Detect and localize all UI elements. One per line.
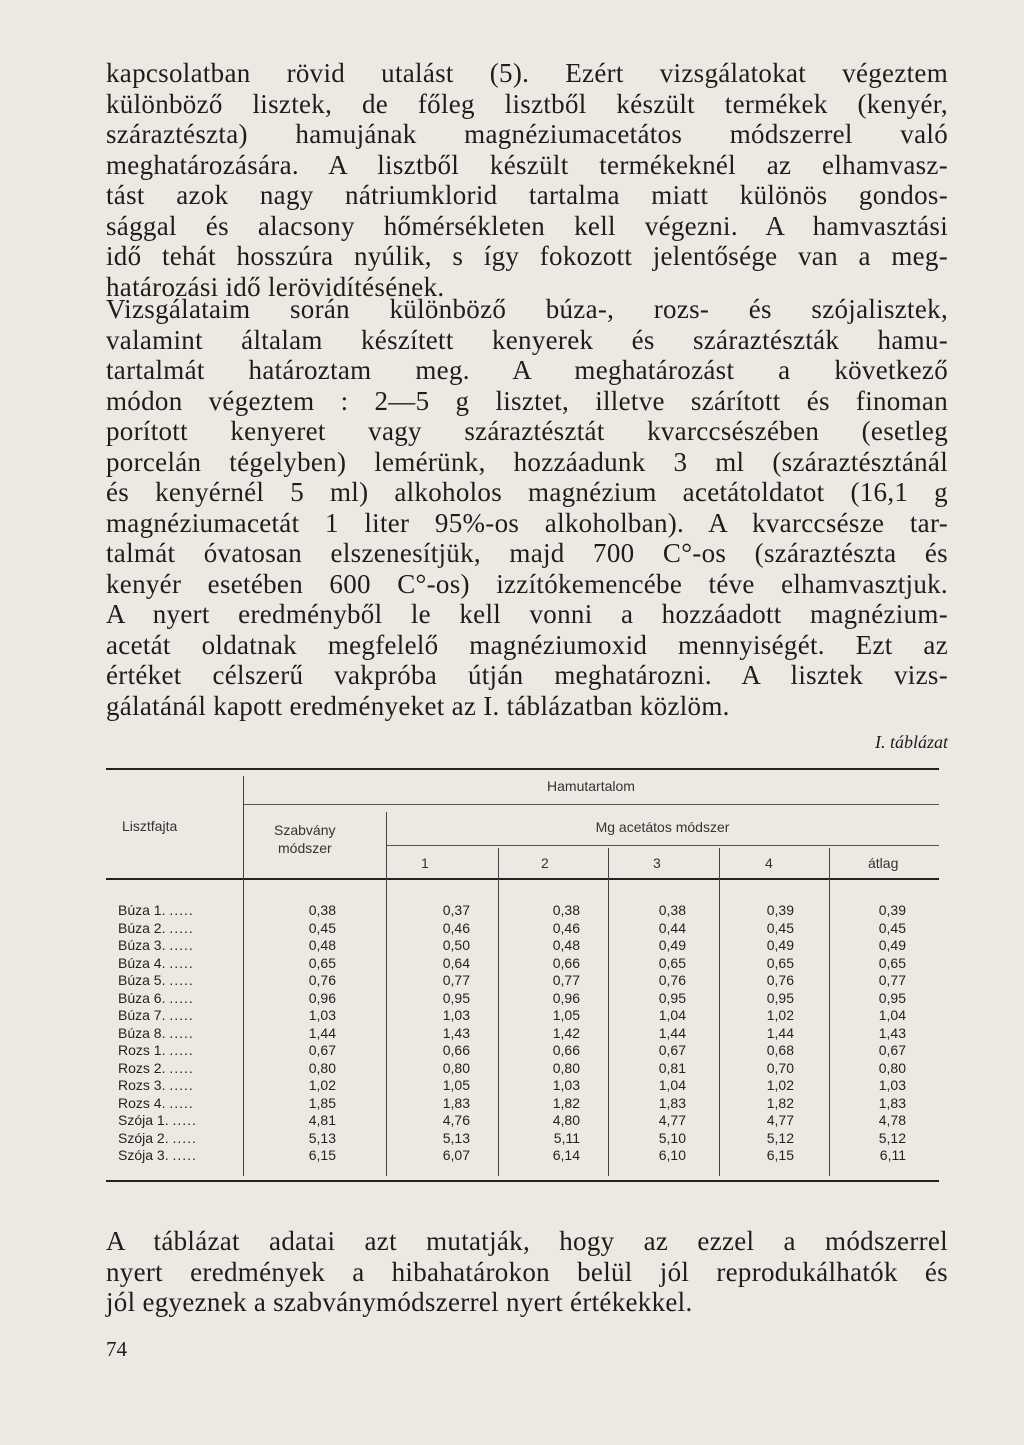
flour-type-cell [118, 902, 238, 920]
flour-type-cell [118, 1007, 238, 1025]
value-cell-v1: 5,13 [442, 1129, 470, 1146]
header-flour-type: Lisztfajta [122, 818, 178, 834]
value-cell-v4: 0,68 [766, 1042, 794, 1058]
paragraph-intro [106, 58, 948, 302]
text-line: különböző lisztek, de főleg lisztből készült termékek (kenyér, [106, 88, 948, 119]
value-cell-avg: 1,03 [878, 1077, 906, 1093]
table-row [106, 1025, 939, 1043]
table-row [106, 1130, 939, 1148]
header-mg-acetate-method: Mg acetátos módszer [595, 819, 730, 835]
value-cell-v4: 0,45 [766, 919, 794, 936]
value-cell-v2: 1,05 [552, 1007, 580, 1023]
value-cell-avg: 4,78 [878, 1112, 906, 1128]
table-row [106, 1042, 939, 1060]
value-cell-v2: 0,96 [552, 989, 580, 1006]
header-col-4: 4 [765, 855, 773, 871]
flour-type-cell [118, 937, 238, 955]
value-cell-v1: 0,77 [442, 972, 470, 988]
text-line: tartalmát határoztam meg. A meghatározást a következő [106, 355, 948, 385]
value-cell-v4: 1,02 [766, 1007, 794, 1023]
table-row [106, 1060, 939, 1078]
leader-dots: ..... [172, 1147, 197, 1163]
flour-type-label: Búza 6. [118, 989, 166, 1006]
header-col-average: átlag [868, 855, 899, 871]
text-line: kapcsolatban rövid utalást (5). Ezért vizsgálatokat végeztem [106, 58, 948, 88]
value-cell-v3: 4,77 [658, 1112, 686, 1128]
text-line: A táblázat adatai azt mutatják, hogy az ezzel a módszerrel [106, 1226, 948, 1256]
value-cell-v3: 0,65 [658, 954, 686, 971]
value-cell-v2: 1,03 [552, 1077, 580, 1093]
value-cell-avg: 6,11 [879, 1147, 906, 1163]
flour-type-cell [118, 1112, 238, 1130]
value-cell-v1: 4,76 [442, 1112, 470, 1128]
value-cell-v1: 0,50 [442, 937, 470, 953]
value-cell-v4: 5,12 [766, 1129, 794, 1146]
leader-dots: ..... [169, 989, 194, 1006]
value-cell-v4: 4,77 [766, 1112, 794, 1128]
table-row [106, 920, 939, 938]
flour-type-cell [118, 1077, 238, 1095]
value-cell-avg: 0,95 [878, 989, 906, 1006]
paragraph-conclusion [106, 1226, 948, 1318]
flour-type-cell [118, 990, 238, 1008]
value-cell-v4: 0,39 [766, 902, 794, 918]
flour-type-label: Búza 3. [118, 937, 166, 953]
flour-type-label: Rozs 1. [118, 1042, 166, 1058]
flour-type-cell [118, 920, 238, 938]
value-cell-v3: 0,44 [658, 919, 686, 936]
table-row [106, 1112, 939, 1130]
flour-type-label: Rozs 4. [118, 1094, 166, 1111]
value-cell-v2: 1,82 [552, 1094, 580, 1111]
value-cell-std: 0,48 [308, 937, 336, 953]
value-cell-std: 0,96 [308, 989, 336, 1006]
table-row [106, 1095, 939, 1113]
text-line: és kenyérnél 5 ml) alkoholos magnézium acetátoldatot (16,1 g [106, 477, 948, 507]
leader-dots: ..... [169, 1007, 194, 1023]
leader-dots: ..... [169, 1042, 194, 1058]
value-cell-v3: 0,49 [658, 937, 686, 953]
leader-dots: ..... [169, 902, 194, 918]
text-line: magnéziumacetát 1 liter 95%-os alkoholban). A kvarccsésze tar- [106, 507, 948, 538]
value-cell-v3: 0,76 [658, 972, 686, 988]
leader-dots: ..... [169, 919, 194, 936]
value-cell-v3: 1,04 [658, 1077, 686, 1093]
flour-type-cell [118, 1025, 238, 1043]
value-cell-v2: 0,77 [552, 972, 580, 988]
value-cell-avg: 0,67 [878, 1042, 906, 1058]
value-cell-v2: 0,38 [552, 902, 580, 918]
leader-dots: ..... [169, 954, 194, 971]
value-cell-v2: 0,48 [552, 937, 580, 953]
value-cell-std: 1,44 [308, 1024, 336, 1041]
flour-type-label: Rozs 3. [118, 1077, 166, 1093]
value-cell-avg: 1,04 [878, 1007, 906, 1023]
value-cell-v2: 0,46 [552, 919, 580, 936]
value-cell-v1: 1,05 [442, 1077, 470, 1093]
value-cell-v4: 0,95 [766, 989, 794, 1006]
value-cell-v3: 0,95 [658, 989, 686, 1006]
table-row [106, 1077, 939, 1095]
flour-type-label: Búza 2. [118, 919, 166, 936]
table-body [106, 902, 939, 1165]
value-cell-std: 5,13 [308, 1129, 336, 1146]
flour-type-label: Búza 7. [118, 1007, 166, 1023]
text-line: talmát óvatosan elszenesítjük, majd 700 C°-os (száraztészta és [106, 538, 948, 568]
value-cell-v1: 0,64 [442, 954, 470, 971]
text-line: nyert eredmények a hibahatárokon belül jól reprodukálhatók és [106, 1256, 948, 1287]
value-cell-v2: 0,66 [552, 1042, 580, 1058]
flour-type-label: Szója 1. [118, 1112, 169, 1128]
flour-type-cell [118, 1130, 238, 1148]
value-cell-v4: 1,82 [766, 1094, 794, 1111]
text-line: acetát oldatnak megfelelő magnéziumoxid mennyiségét. Ezt az [106, 629, 948, 660]
value-cell-v1: 0,37 [442, 902, 470, 918]
value-cell-std: 1,85 [308, 1094, 336, 1111]
text-line: Vizsgálataim során különböző búza-, rozs- és szójalisztek, [106, 294, 948, 324]
value-cell-v1: 1,83 [442, 1094, 470, 1111]
leader-dots: ..... [169, 1077, 194, 1093]
text-line: száraztészta) hamujának magnéziumacetátos módszerrel való [106, 119, 948, 149]
table-row [106, 955, 939, 973]
flour-type-cell [118, 1147, 238, 1165]
value-cell-v1: 0,80 [442, 1059, 470, 1076]
text-line: sággal és alacsony hőmérsékleten kell végezni. A hamvasztási [106, 210, 948, 241]
value-cell-v3: 1,83 [658, 1094, 686, 1111]
flour-type-label: Rozs 2. [118, 1059, 166, 1076]
text-line: valamint általam készített kenyerek és száraztészták hamu- [106, 324, 948, 355]
text-line: A nyert eredményből le kell vonni a hozzáadott magnézium- [106, 599, 948, 629]
text-line: meghatározására. A lisztből készült termékeknél az elhamvasz- [106, 149, 948, 180]
flour-type-cell [118, 1042, 238, 1060]
value-cell-std: 0,80 [308, 1059, 336, 1076]
value-cell-v4: 0,49 [766, 937, 794, 953]
text-line: tást azok nagy nátriumklorid tartalma miatt különös gondos- [106, 180, 948, 210]
value-cell-std: 4,81 [308, 1112, 336, 1128]
value-cell-avg: 0,80 [878, 1059, 906, 1076]
leader-dots: ..... [169, 972, 194, 988]
value-cell-std: 0,38 [308, 902, 336, 918]
text-line: gálatánál kapott eredményeket az I. táblázatban közlöm. [106, 690, 730, 721]
table-caption: I. táblázat [874, 732, 948, 752]
value-cell-v2: 0,66 [552, 954, 580, 971]
table-row [106, 972, 939, 990]
value-cell-v1: 1,03 [442, 1007, 470, 1023]
text-line: porított kenyeret vagy száraztésztát kvarccsészében (esetleg [106, 416, 948, 446]
value-cell-v3: 1,04 [658, 1007, 686, 1023]
table-row [106, 902, 939, 920]
value-cell-std: 1,02 [308, 1077, 336, 1093]
table-row [106, 990, 939, 1008]
value-cell-v4: 0,76 [766, 972, 794, 988]
value-cell-v3: 5,10 [658, 1129, 686, 1146]
flour-type-label: Szója 2. [118, 1129, 169, 1146]
ash-content-table [106, 768, 939, 1182]
value-cell-avg: 0,65 [878, 954, 906, 971]
value-cell-avg: 0,39 [878, 902, 906, 918]
value-cell-avg: 1,43 [878, 1024, 906, 1041]
paragraph-method [106, 294, 948, 721]
value-cell-avg: 0,49 [878, 937, 906, 953]
flour-type-cell [118, 972, 238, 990]
value-cell-v1: 0,66 [442, 1042, 470, 1058]
value-cell-v4: 6,15 [766, 1147, 794, 1163]
value-cell-v3: 1,44 [658, 1024, 686, 1041]
leader-dots: ..... [172, 1112, 197, 1128]
table-row [106, 1007, 939, 1025]
value-cell-v2: 5,11 [553, 1129, 580, 1146]
page-number: 74 [106, 1337, 127, 1361]
value-cell-avg: 0,77 [878, 972, 906, 988]
leader-dots: ..... [169, 1024, 194, 1041]
flour-type-cell [118, 1095, 238, 1113]
header-col-2: 2 [541, 855, 549, 871]
value-cell-v4: 1,44 [766, 1024, 794, 1041]
flour-type-label: Búza 5. [118, 972, 166, 988]
value-cell-v3: 0,81 [658, 1059, 686, 1076]
value-cell-std: 0,45 [308, 919, 336, 936]
value-cell-avg: 1,83 [878, 1094, 906, 1111]
flour-type-label: Búza 4. [118, 954, 166, 971]
header-standard-line2: módszer [278, 840, 332, 856]
value-cell-v1: 6,07 [442, 1147, 470, 1163]
value-cell-v4: 0,70 [766, 1059, 794, 1076]
value-cell-avg: 5,12 [878, 1129, 906, 1146]
text-line: kenyér esetében 600 C°-os) izzítókemencébe téve elhamvasztjuk. [106, 568, 948, 599]
header-standard-line1: Szabvány [274, 822, 336, 838]
text-line: módon végeztem : 2—5 g lisztet, illetve szárított és finoman [106, 385, 948, 416]
text-line: határozási idő lerövidítésének. [106, 271, 445, 302]
leader-dots: ..... [169, 937, 194, 953]
flour-type-label: Búza 1. [118, 902, 166, 918]
value-cell-v3: 0,67 [658, 1042, 686, 1058]
value-cell-v3: 6,10 [658, 1147, 686, 1163]
text-line: idő tehát hosszúra nyúlik, s így fokozott jelentősége van a meg- [106, 241, 948, 271]
value-cell-v3: 0,38 [658, 902, 686, 918]
value-cell-std: 1,03 [308, 1007, 336, 1023]
leader-dots: ..... [169, 1059, 194, 1076]
value-cell-v2: 0,80 [552, 1059, 580, 1076]
value-cell-std: 6,15 [308, 1147, 336, 1163]
value-cell-avg: 0,45 [878, 919, 906, 936]
value-cell-v4: 1,02 [766, 1077, 794, 1093]
value-cell-std: 0,67 [308, 1042, 336, 1058]
value-cell-std: 0,76 [308, 972, 336, 988]
flour-type-cell [118, 1060, 238, 1078]
value-cell-v4: 0,65 [766, 954, 794, 971]
value-cell-std: 0,65 [308, 954, 336, 971]
value-cell-v1: 0,95 [442, 989, 470, 1006]
value-cell-v2: 4,80 [552, 1112, 580, 1128]
header-col-3: 3 [653, 855, 661, 871]
header-ash-content: Hamutartalom [547, 778, 635, 794]
value-cell-v1: 0,46 [442, 919, 470, 936]
table-row [106, 937, 939, 955]
flour-type-label: Szója 3. [118, 1147, 169, 1163]
value-cell-v2: 6,14 [552, 1147, 580, 1163]
leader-dots: ..... [172, 1129, 197, 1146]
header-col-1: 1 [421, 855, 429, 871]
value-cell-v1: 1,43 [442, 1024, 470, 1041]
flour-type-label: Búza 8. [118, 1024, 166, 1041]
table-row [106, 1147, 939, 1165]
value-cell-v2: 1,42 [552, 1024, 580, 1041]
text-line: porcelán tégelyben) lemérünk, hozzáadunk 3 ml (száraztésztánál [106, 446, 948, 477]
text-line: jól egyeznek a szabványmódszerrel nyert értékekkel. [106, 1287, 693, 1317]
leader-dots: ..... [169, 1094, 194, 1111]
flour-type-cell [118, 955, 238, 973]
text-line: értéket célszerű vakpróba útján meghatározni. A lisztek vizs- [106, 660, 948, 690]
